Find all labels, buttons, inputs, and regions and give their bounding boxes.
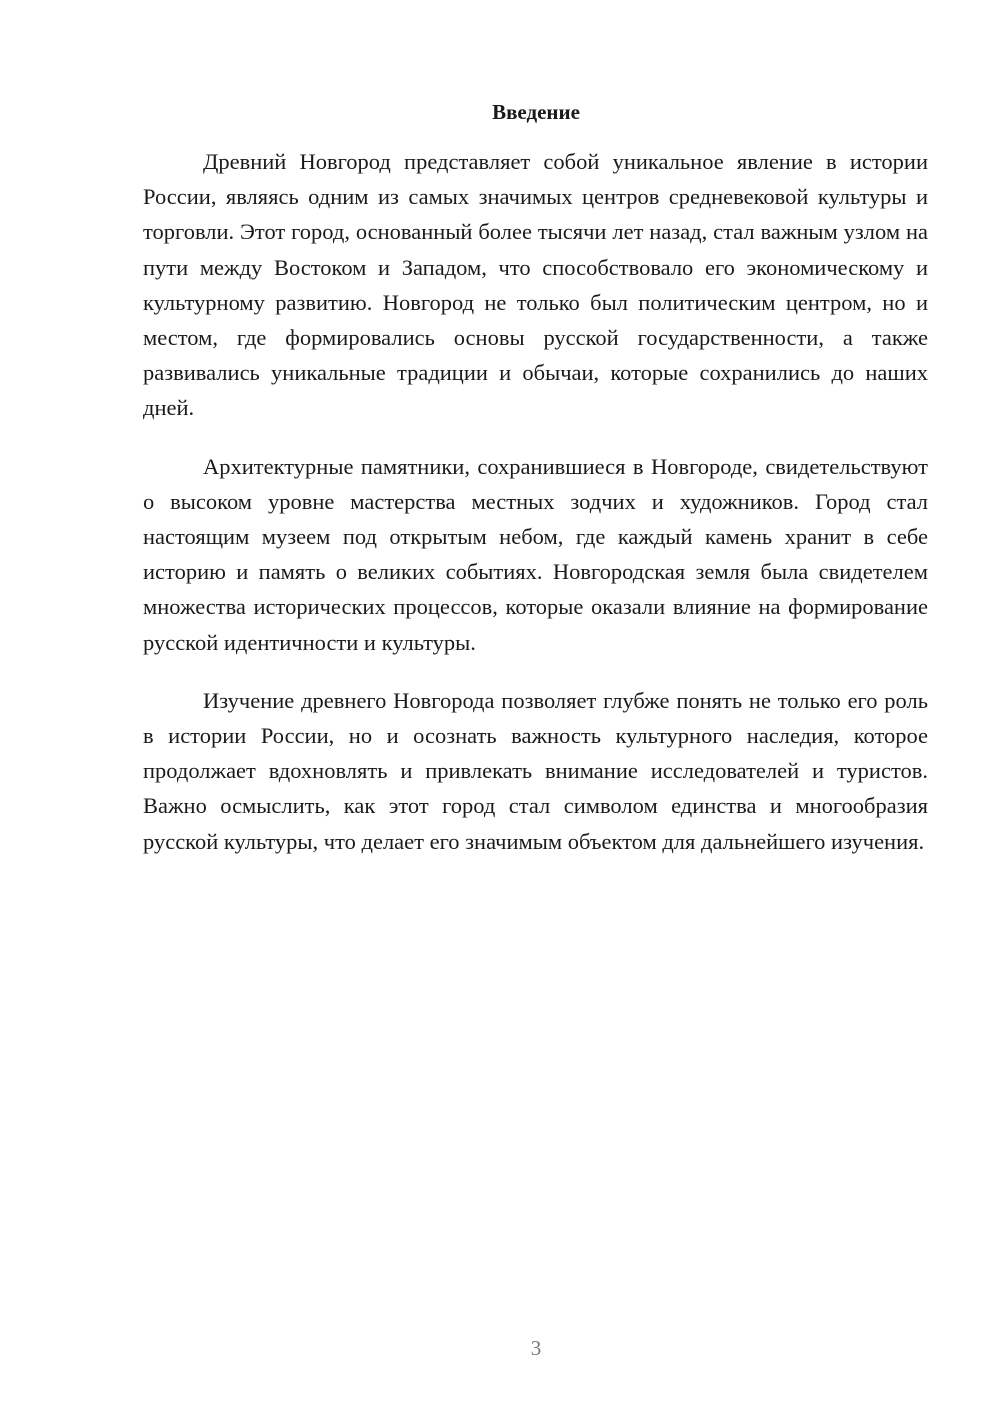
body-text bbox=[143, 144, 928, 882]
paragraph-1: Древний Новгород представляет собой уникальное явление в истории России, являясь одним из самых значимых центров средневековой культуры и торговли. Этот город, основанный более тысячи лет назад, стал важным узлом на пути между Востоком и Западом, что способствовало его экономическому и культурному развитию. Новгород не только был политическим центром, но и местом, где формировались основы русской государственности, а также развивались уникальные традиции и обычаи, которые сохранились до наших дней. bbox=[143, 149, 928, 421]
page-number: 3 bbox=[530, 1336, 542, 1360]
paragraph-2: Архитектурные памятники, сохранившиеся в Новгороде, свидетельствуют о высоком уровне мастерства местных зодчих и художников. Город стал настоящим музеем под открытым небом, где каждый камень хранит в себе историю и память о великих событиях. Новгородская земля была свидетелем множества исторических процессов, которые оказали влияние на формирование русской идентичности и культуры. bbox=[143, 453, 928, 655]
paragraph-3: Изучение древнего Новгорода позволяет глубже понять не только его роль в истории России, но и осознать важность культурного наследия, которое продолжает вдохновлять и привлекать внимание исследователей и туристов. Важно осмыслить, как этот город стал символом единства и многообразия русской культуры, что делает его значимым объектом для дальнейшего изучения. bbox=[143, 687, 928, 854]
section-heading: Введение bbox=[492, 100, 580, 124]
